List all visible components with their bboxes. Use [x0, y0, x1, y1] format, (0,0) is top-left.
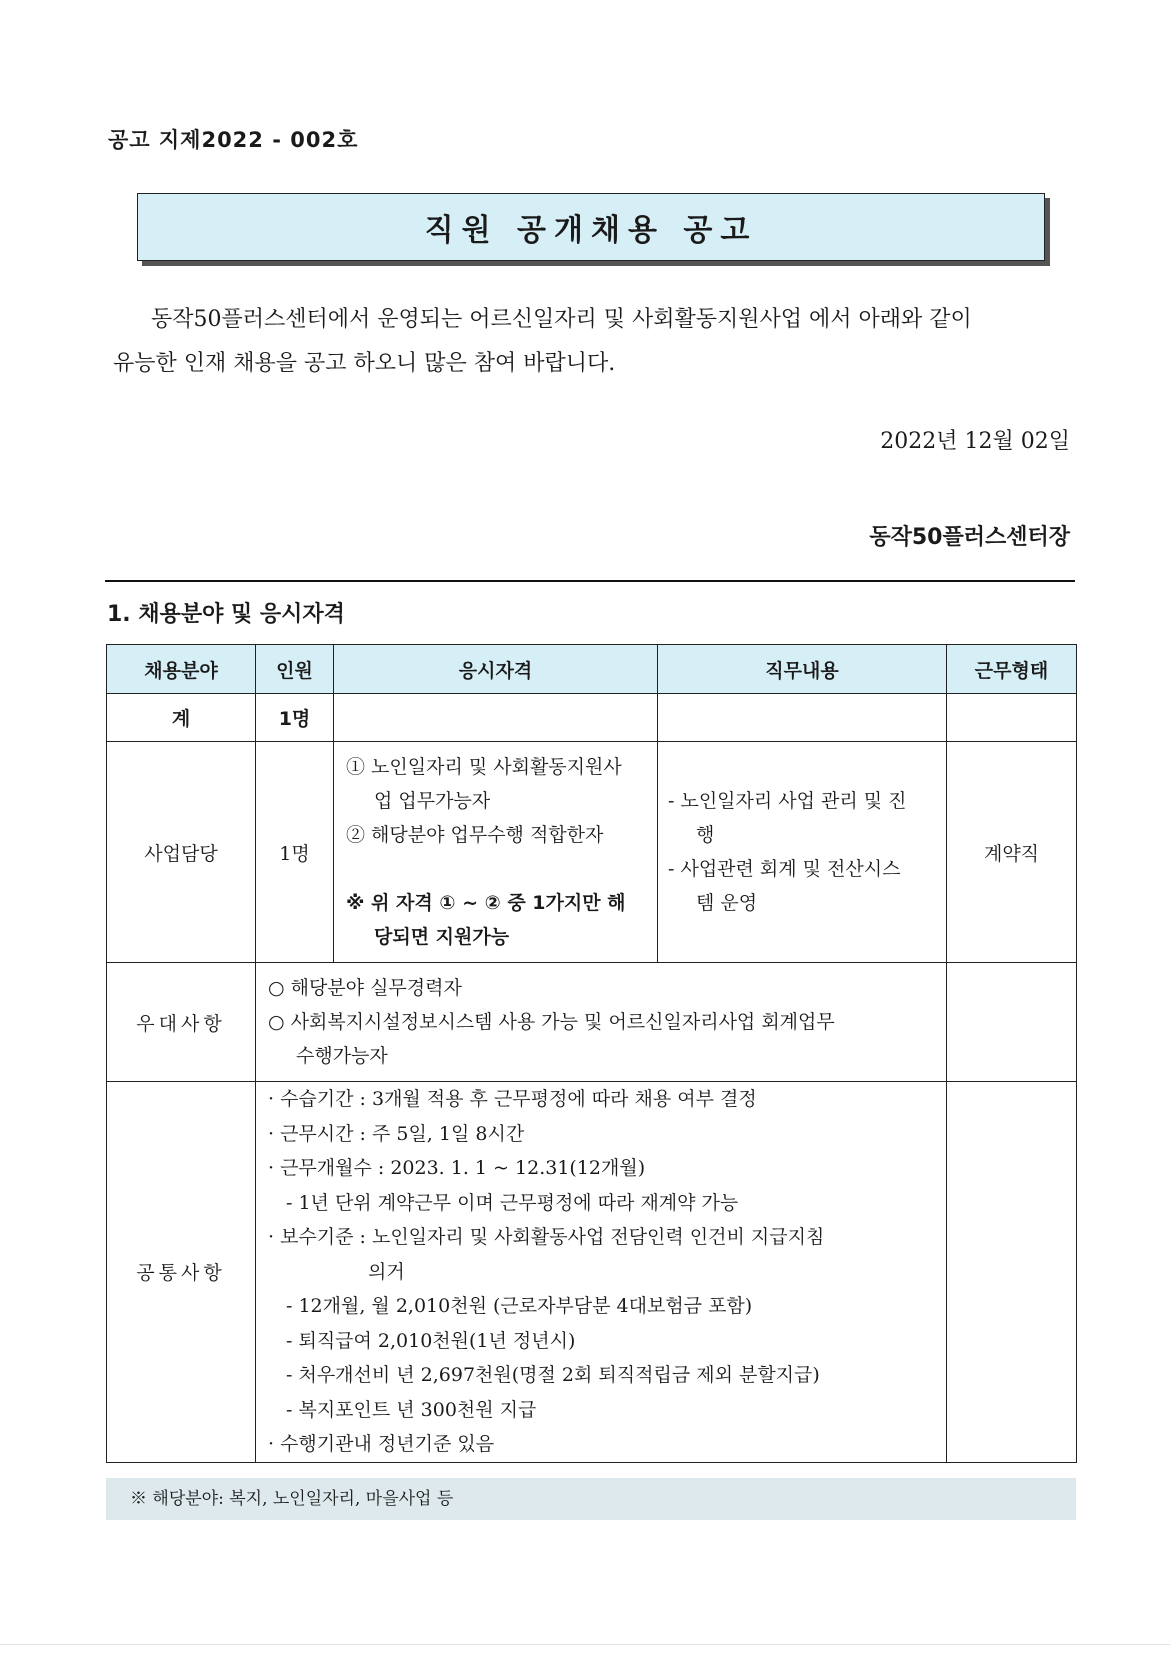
job-count: 1명 — [256, 742, 334, 963]
preferred-label: 우대사항 — [107, 963, 256, 1082]
divider — [105, 580, 1075, 582]
header-count: 인원 — [256, 645, 334, 694]
intro-line-2: 유능한 인재 채용을 공고 하오니 많은 참여 바랍니다. — [113, 351, 616, 376]
job-duties: - 노인일자리 사업 관리 및 진 행 - 사업관련 회계 및 전산시스 템 운영 — [658, 742, 947, 963]
common-items: · 수습기간 : 3개월 적용 후 근무평정에 따라 채용 여부 결정 · 근무시간 : 주 5일, 1일 8시간 · 근무개월수 : 2023. 1. 1 ~ 12.31(12개월) - 1년 단위 계약근무 이며 근무평정에 따라 재계약 가능 · 보수기준 : 노인일자리 및 사회활동사업 전담인력 인건비 지급지침 의거 - 12개월, 월 2,010천원 (근로자부담분 4대보험금 포함) - 퇴직급여 2,010천원(1년 정년시) - 처우개선비 년 2,697천원(명절 2회 퇴직적립금 제외 분할지급) - 복지포인트 년 300천원 지급 · 수행기관내 정년기준 있음 — [256, 1082, 947, 1463]
signer: 동작50플러스센터장 — [869, 525, 1070, 550]
table-row-job — [107, 742, 1077, 963]
header-employment-type: 근무형태 — [947, 645, 1077, 694]
job-field: 사업담당 — [107, 742, 256, 963]
header-field: 채용분야 — [107, 645, 256, 694]
notice-number: 공고 지제2022 - 002호 — [108, 128, 359, 152]
common-label: 공통사항 — [107, 1082, 256, 1463]
recruitment-table — [106, 644, 1077, 1463]
title-box — [137, 193, 1045, 261]
table-header-row — [107, 645, 1077, 694]
header-qualification: 응시자격 — [334, 645, 658, 694]
document-title: 직원 공개채용 공고 — [424, 213, 758, 248]
job-type: 계약직 — [947, 742, 1077, 963]
intro-line-1: 동작50플러스센터에서 운영되는 어르신일자리 및 사회활동지원사업 에서 아래와 같이 — [151, 307, 972, 332]
page-edge-line — [0, 1644, 1170, 1645]
table-row-common — [107, 1082, 1077, 1463]
table-row-preferred — [107, 963, 1077, 1082]
total-label: 계 — [107, 694, 256, 742]
intro-paragraph — [113, 298, 1073, 386]
notice-date: 2022년 12월 02일 — [880, 429, 1070, 454]
preferred-items: ○ 해당분야 실무경력자 ○ 사회복지시설정보시스템 사용 가능 및 어르신일자리사업 회계업무 수행가능자 — [256, 963, 947, 1082]
footnote: ※ 해당분야: 복지, 노인일자리, 마을사업 등 — [106, 1478, 1076, 1520]
section-title: 1. 채용분야 및 응시자격 — [107, 602, 345, 627]
total-count: 1명 — [256, 694, 334, 742]
job-qualifications: ① 노인일자리 및 사회활동지원사 업 업무가능자 ② 해당분야 업무수행 적합한자 ※ 위 자격 ① ~ ② 중 1가지만 해 당되면 지원가능 — [334, 742, 658, 963]
table-row-total — [107, 694, 1077, 742]
header-duties: 직무내용 — [658, 645, 947, 694]
